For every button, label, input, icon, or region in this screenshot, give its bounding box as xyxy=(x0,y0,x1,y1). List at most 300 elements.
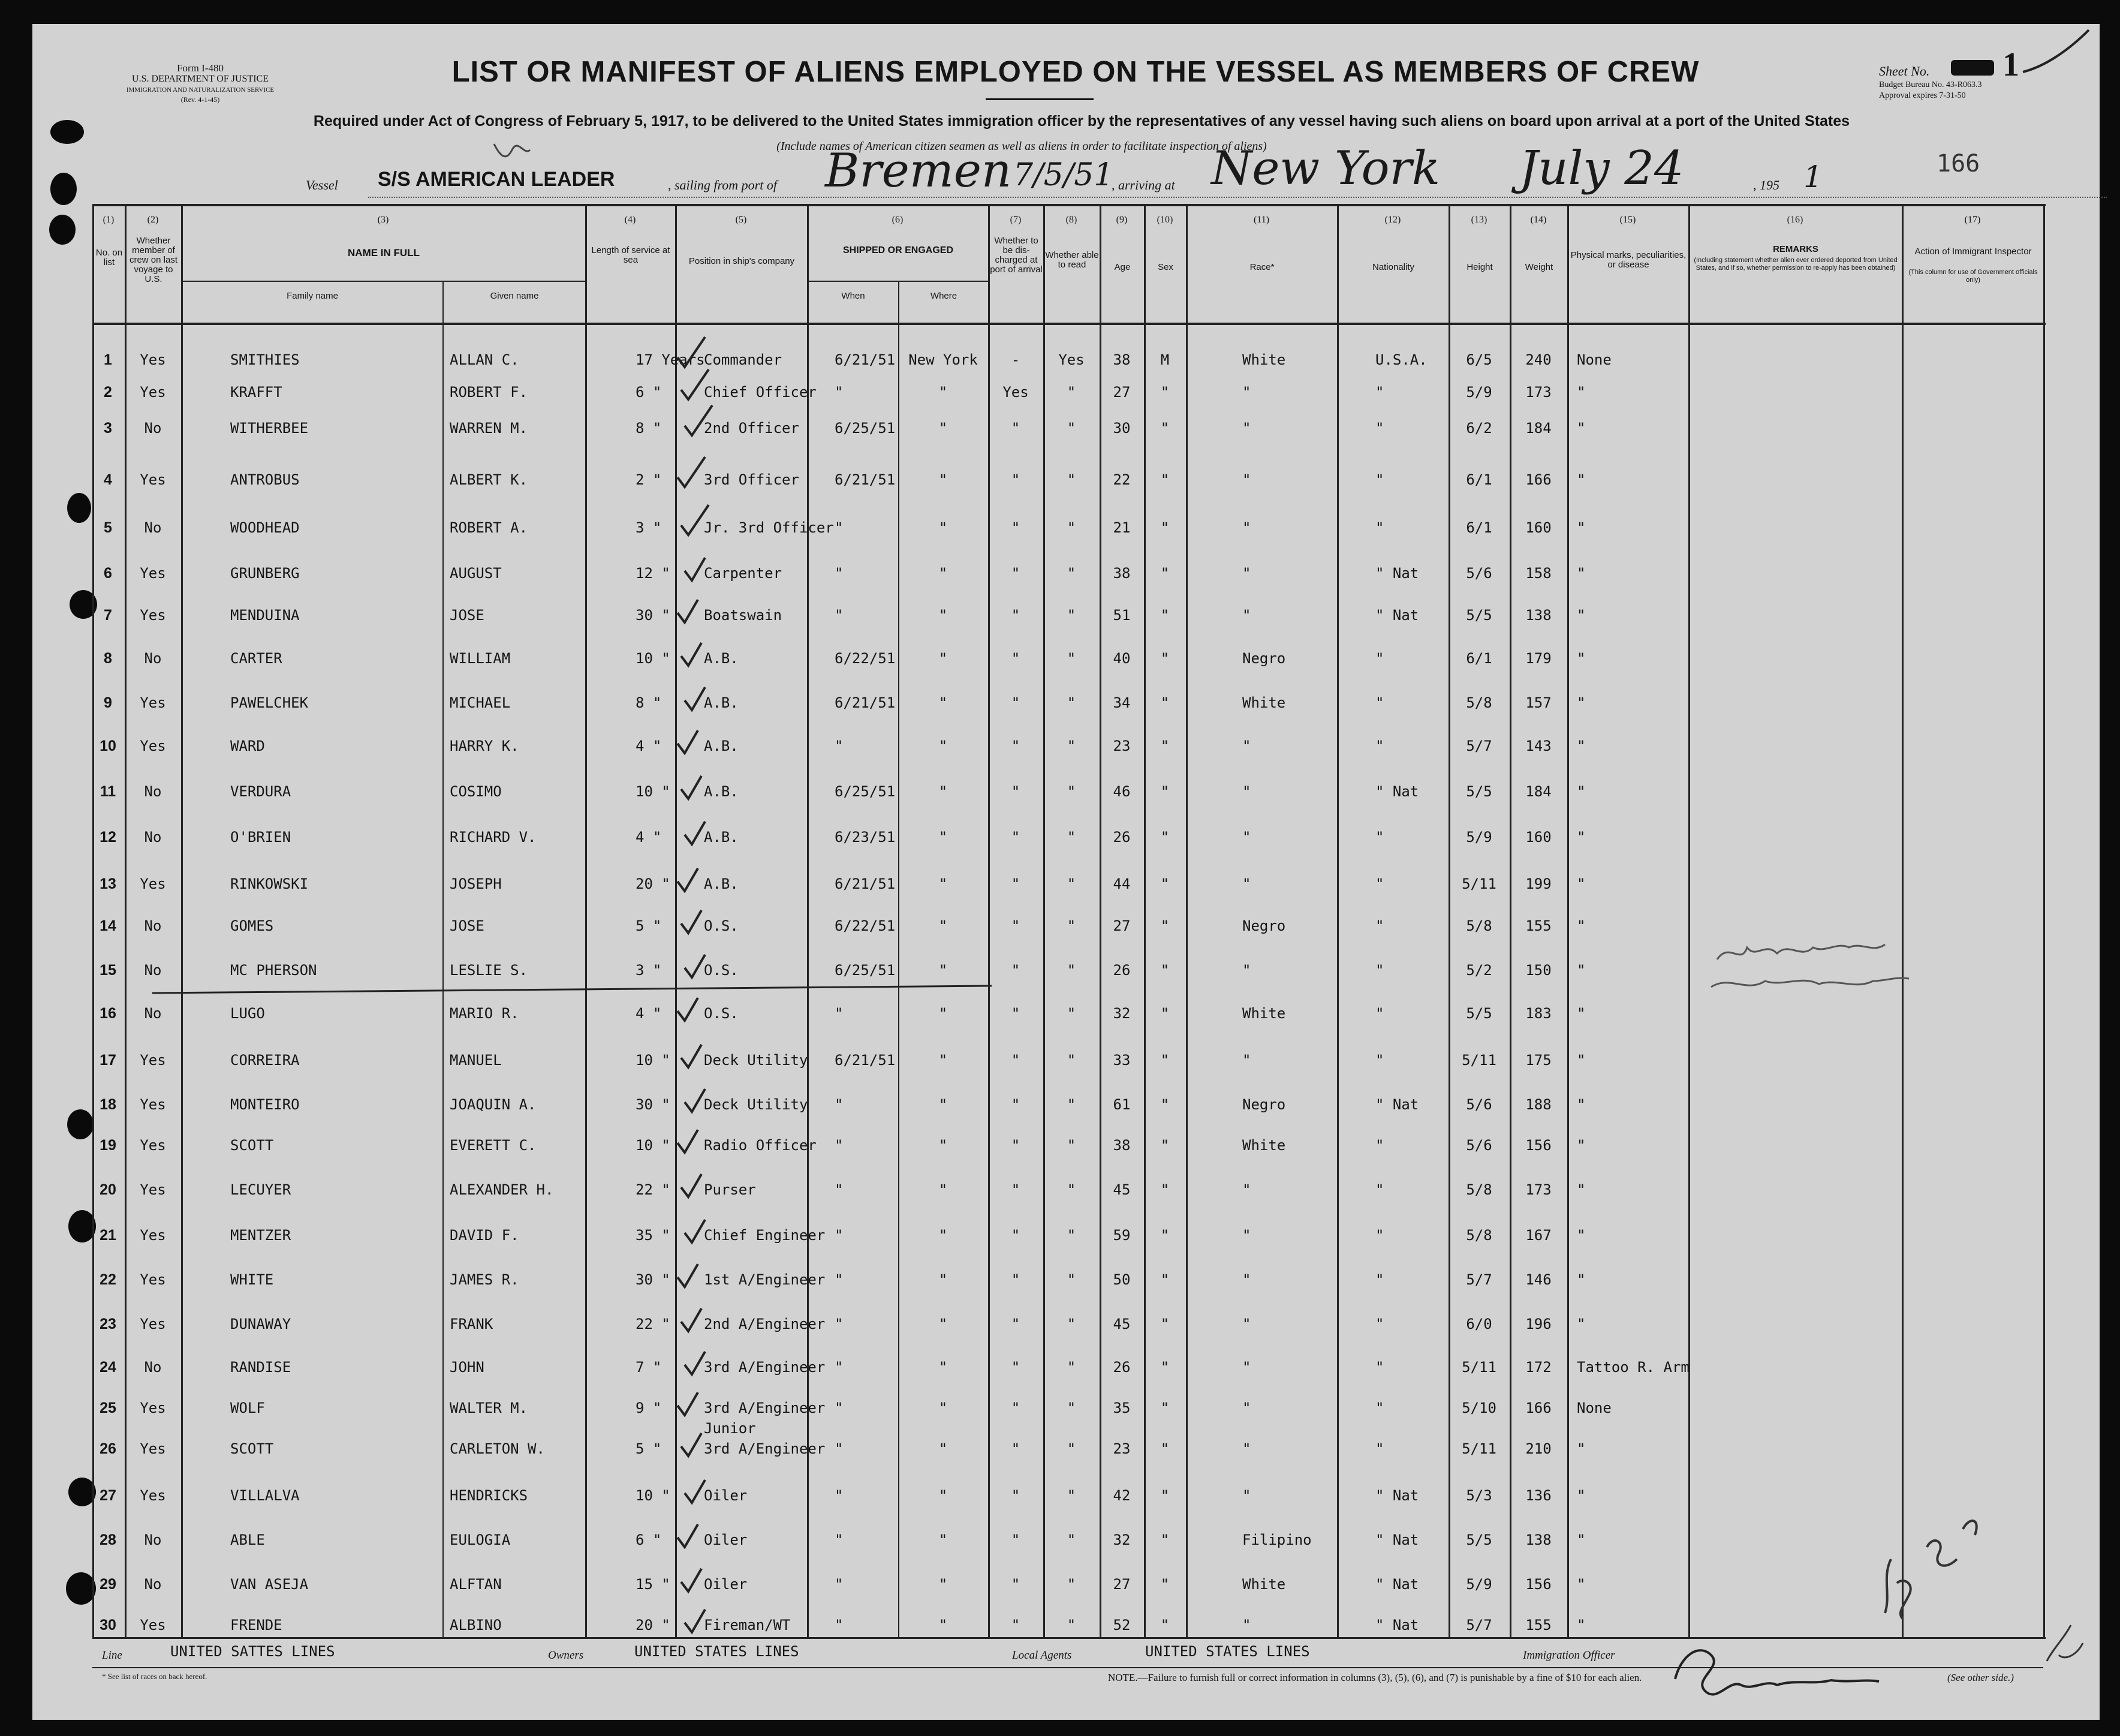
cell-where: " xyxy=(938,1227,948,1244)
cell-age: 32 xyxy=(1113,1532,1131,1548)
col-header-discharge: Whether to be dis-charged at port of arrival xyxy=(990,236,1043,275)
cell-weight: 156 xyxy=(1525,1576,1552,1593)
cell-age: 52 xyxy=(1113,1617,1131,1633)
cell-marks: None xyxy=(1577,1400,1612,1416)
cell-read: " xyxy=(1067,1005,1076,1022)
cell-family: MC PHERSON xyxy=(230,962,317,979)
col-header-when: When xyxy=(841,291,865,301)
cell-given: CARLETON W. xyxy=(450,1440,545,1457)
cell-when: " xyxy=(835,565,844,582)
cell-service: 30 " xyxy=(636,1096,670,1113)
cell-read: " xyxy=(1067,738,1076,754)
cell-where: " xyxy=(938,420,948,437)
service-name: IMMIGRATION AND NATURALIZATION SERVICE xyxy=(126,86,275,94)
check-mark xyxy=(677,730,698,753)
cell-weight: 138 xyxy=(1525,607,1552,624)
cell-nat: " xyxy=(1375,1440,1384,1457)
cell-read: " xyxy=(1067,1617,1076,1633)
cell-position: Fireman/WT xyxy=(704,1617,791,1633)
col-header-shipped: SHIPPED OR ENGAGED xyxy=(842,245,954,255)
cell-service: 5 " xyxy=(636,917,662,934)
cell-discharge: " xyxy=(1011,875,1020,892)
cell-prev: Yes xyxy=(140,1271,166,1288)
cell-race: Filipino xyxy=(1242,1532,1312,1548)
row-number: 11 xyxy=(100,783,116,800)
cell-sex: " xyxy=(1160,420,1170,437)
remarks-scribble xyxy=(1717,944,1885,959)
cell-read: " xyxy=(1067,384,1076,401)
cell-age: 42 xyxy=(1113,1487,1131,1504)
cell-when: 6/21/51 xyxy=(835,694,896,711)
cell-age: 23 xyxy=(1113,1440,1131,1457)
cell-read: " xyxy=(1067,1440,1076,1457)
cell-weight: 146 xyxy=(1525,1271,1552,1288)
cell-read: " xyxy=(1067,1400,1076,1416)
cell-nat: " xyxy=(1375,738,1384,754)
cell-position-top: Junior xyxy=(704,1420,756,1437)
col-number: (6) xyxy=(892,215,904,225)
cell-sex: " xyxy=(1160,1532,1170,1548)
cell-sex: " xyxy=(1160,471,1170,488)
cell-nat: " Nat xyxy=(1375,1096,1419,1113)
cell-marks: " xyxy=(1577,565,1586,582)
cell-height: 5/10 xyxy=(1462,1400,1496,1416)
cell-prev: Yes xyxy=(140,607,166,624)
cell-family: GOMES xyxy=(230,917,274,934)
cell-nat: " xyxy=(1375,829,1384,846)
cell-height: 5/5 xyxy=(1466,1005,1492,1022)
fine-note: NOTE.—Failure to furnish full or correct information in columns (3), (5), (6), and (7) is punishable by a fine of $10 for each alien. xyxy=(1108,1672,1642,1683)
cell-sex: " xyxy=(1160,1487,1170,1504)
cell-age: 33 xyxy=(1113,1052,1131,1069)
cell-service: 6 " xyxy=(636,1532,662,1548)
cell-given: MICHAEL xyxy=(450,694,511,711)
cell-race: " xyxy=(1242,1316,1251,1332)
cell-race: White xyxy=(1242,1005,1286,1022)
check-mark xyxy=(681,1433,701,1456)
cell-height: 5/7 xyxy=(1466,1271,1492,1288)
cell-weight: 188 xyxy=(1525,1096,1552,1113)
cell-given: WILLIAM xyxy=(450,650,511,667)
cell-read: " xyxy=(1067,420,1076,437)
row-number: 24 xyxy=(100,1359,116,1376)
cell-where: " xyxy=(938,1137,948,1154)
cell-family: DUNAWAY xyxy=(230,1316,291,1332)
cell-race: " xyxy=(1242,471,1251,488)
cell-race: " xyxy=(1242,607,1251,624)
cell-where: " xyxy=(938,917,948,934)
check-mark xyxy=(677,1130,698,1153)
check-mark xyxy=(681,643,701,666)
cell-when: " xyxy=(835,1532,844,1548)
cell-discharge: " xyxy=(1011,1359,1020,1376)
cell-given: ALFTAN xyxy=(450,1576,502,1593)
cell-weight: 160 xyxy=(1525,519,1552,536)
cell-nat: " Nat xyxy=(1375,783,1419,800)
cell-when: 6/21/51 xyxy=(835,1052,896,1069)
cell-when: 6/21/51 xyxy=(835,471,896,488)
cell-read: " xyxy=(1067,607,1076,624)
cell-read: " xyxy=(1067,1052,1076,1069)
sheet-label: Sheet No. xyxy=(1879,64,1930,79)
cell-read: " xyxy=(1067,471,1076,488)
cell-given: ROBERT A. xyxy=(450,519,528,536)
cell-given: JOSE xyxy=(450,917,484,934)
cell-prev: No xyxy=(144,1576,162,1593)
cell-prev: Yes xyxy=(140,1137,166,1154)
cell-given: AUGUST xyxy=(450,565,502,582)
cell-family: SMITHIES xyxy=(230,351,300,368)
budget-bureau: Budget Bureau No. 43-R063.3 xyxy=(1879,80,1982,89)
cell-prev: No xyxy=(144,1532,162,1548)
cell-nat: " xyxy=(1375,917,1384,934)
cell-service: 20 " xyxy=(636,1617,670,1633)
cell-when: " xyxy=(835,1487,844,1504)
cell-weight: 172 xyxy=(1525,1359,1552,1376)
cell-age: 26 xyxy=(1113,1359,1131,1376)
line-value: UNITED SATTES LINES xyxy=(170,1643,335,1660)
cell-race: " xyxy=(1242,1271,1251,1288)
cell-position: Chief Officer xyxy=(704,384,817,401)
arriving-label: , arriving at xyxy=(1112,177,1175,192)
cell-when: " xyxy=(835,1576,844,1593)
col-number: (5) xyxy=(735,215,747,225)
cell-position: O.S. xyxy=(704,917,739,934)
cell-service: 10 " xyxy=(636,783,670,800)
cell-read: " xyxy=(1067,829,1076,846)
cell-age: 45 xyxy=(1113,1316,1131,1332)
cell-nat: " Nat xyxy=(1375,565,1419,582)
cell-read: " xyxy=(1067,917,1076,934)
cell-when: 6/21/51 xyxy=(835,351,896,368)
cell-race: " xyxy=(1242,420,1251,437)
col-header-position: Position in ship's company xyxy=(688,256,795,266)
row-number: 16 xyxy=(100,1005,116,1022)
cell-position: 1st A/Engineer xyxy=(704,1271,826,1288)
col-header-given-name: Given name xyxy=(490,291,539,301)
cell-prev: No xyxy=(144,962,162,979)
col-header-physical-marks: Physical marks, peculiarities, or disease xyxy=(1570,250,1687,270)
cell-read: " xyxy=(1067,694,1076,711)
cell-prev: Yes xyxy=(140,1487,166,1504)
cell-height: 5/9 xyxy=(1466,829,1492,846)
cell-weight: 196 xyxy=(1525,1316,1552,1332)
cell-given: JAMES R. xyxy=(450,1271,519,1288)
cell-height: 5/9 xyxy=(1466,384,1492,401)
cell-sex: " xyxy=(1160,1005,1170,1022)
cell-height: 6/1 xyxy=(1466,471,1492,488)
cell-age: 26 xyxy=(1113,962,1131,979)
cell-height: 6/1 xyxy=(1466,650,1492,667)
statutory-subtitle: Required under Act of Congress of February 5, 1917, to be delivered to the United States immigration officer by the representatives of any vessel having such aliens on board upon arrival at a port of the United States xyxy=(313,113,1850,130)
check-mark xyxy=(685,1609,705,1632)
cell-discharge: " xyxy=(1011,471,1020,488)
cell-discharge: " xyxy=(1011,1271,1020,1288)
cell-discharge: " xyxy=(1011,783,1020,800)
cell-race: " xyxy=(1242,384,1251,401)
cell-position: Oiler xyxy=(704,1532,748,1548)
cell-read: " xyxy=(1067,1271,1076,1288)
cell-sex: " xyxy=(1160,519,1170,536)
cell-discharge: " xyxy=(1011,607,1020,624)
cell-family: WHITE xyxy=(230,1271,274,1288)
cell-family: VAN ASEJA xyxy=(230,1576,309,1593)
cell-read: " xyxy=(1067,1316,1076,1332)
cell-read: " xyxy=(1067,519,1076,536)
cell-sex: " xyxy=(1160,738,1170,754)
row-number: 25 xyxy=(100,1400,116,1416)
cell-marks: " xyxy=(1577,1576,1586,1593)
cell-nat: " xyxy=(1375,650,1384,667)
cell-prev: No xyxy=(144,650,162,667)
arrival-date: July 24 xyxy=(1519,142,1684,195)
cell-marks: " xyxy=(1577,519,1586,536)
cell-sex: " xyxy=(1160,1440,1170,1457)
cell-prev: No xyxy=(144,1005,162,1022)
cell-given: JOSEPH xyxy=(450,875,502,892)
cell-discharge: " xyxy=(1011,1617,1020,1633)
cell-prev: Yes xyxy=(140,694,166,711)
cell-weight: 166 xyxy=(1525,471,1552,488)
cell-service: 10 " xyxy=(636,1487,670,1504)
arriving-port: New York xyxy=(1211,142,1441,195)
cell-prev: Yes xyxy=(140,875,166,892)
check-mark xyxy=(677,1524,698,1547)
col-number: (11) xyxy=(1253,215,1270,225)
sailing-label: , sailing from port of xyxy=(668,177,777,192)
cell-where: " xyxy=(938,607,948,624)
cell-age: 23 xyxy=(1113,738,1131,754)
cell-when: " xyxy=(835,1359,844,1376)
cell-position: Jr. 3rd Officer xyxy=(704,519,834,536)
cell-sex: " xyxy=(1160,384,1170,401)
cell-when: 6/22/51 xyxy=(835,917,896,934)
cell-age: 38 xyxy=(1113,351,1131,368)
cell-where: " xyxy=(938,1359,948,1376)
row-number: 1 xyxy=(104,351,112,368)
officer-label: Immigration Officer xyxy=(1523,1649,1615,1662)
sailing-date: 7/5/51 xyxy=(1013,157,1114,193)
check-mark xyxy=(677,337,705,367)
cell-given: ALBINO xyxy=(450,1617,502,1633)
cell-marks: Tattoo R. Arm xyxy=(1577,1359,1690,1376)
check-mark xyxy=(681,910,701,933)
cell-prev: No xyxy=(144,917,162,934)
cell-when: " xyxy=(835,1400,844,1416)
col-header-where: Where xyxy=(930,291,957,301)
cell-family: MENDUINA xyxy=(230,607,300,624)
cell-when: 6/25/51 xyxy=(835,783,896,800)
check-mark xyxy=(681,1174,701,1197)
cell-family: WOLF xyxy=(230,1400,265,1416)
cell-discharge: " xyxy=(1011,962,1020,979)
cell-discharge: " xyxy=(1011,1400,1020,1416)
cell-nat: " xyxy=(1375,1005,1384,1022)
cell-service: 4 " xyxy=(636,738,662,754)
check-mark xyxy=(685,1220,705,1242)
cell-discharge: " xyxy=(1011,519,1020,536)
cell-weight: 158 xyxy=(1525,565,1552,582)
cell-when: " xyxy=(835,1440,844,1457)
row-number: 17 xyxy=(100,1052,116,1069)
cell-race: " xyxy=(1242,1181,1251,1198)
col-header-race: Race* xyxy=(1249,262,1275,272)
check-mark xyxy=(681,1569,701,1591)
cell-family: GRUNBERG xyxy=(230,565,300,582)
row-15-strike xyxy=(152,986,992,993)
col-header-inspector: Action of Immigrant Inspector xyxy=(1914,246,2032,257)
cell-weight: 175 xyxy=(1525,1052,1552,1069)
col-header-prev-voyage: Whether member of crew on last voyage to U.S. xyxy=(129,236,178,284)
cell-position: Deck Utility xyxy=(704,1096,808,1113)
col-header-height: Height xyxy=(1466,262,1493,272)
cell-given: WALTER M. xyxy=(450,1400,528,1416)
cell-nat: " xyxy=(1375,1316,1384,1332)
cell-family: SCOTT xyxy=(230,1137,274,1154)
cell-marks: " xyxy=(1577,1617,1586,1633)
cell-given: RICHARD V. xyxy=(450,829,537,846)
cell-weight: 240 xyxy=(1525,351,1552,368)
cell-nat: U.S.A. xyxy=(1375,351,1428,368)
cell-where: " xyxy=(938,1617,948,1633)
cell-family: LECUYER xyxy=(230,1181,291,1198)
col-header-sex: Sex xyxy=(1158,262,1173,272)
cell-nat: " xyxy=(1375,471,1384,488)
form-revision: (Rev. 4-1-45) xyxy=(180,95,220,104)
cell-position: Purser xyxy=(704,1181,756,1198)
cell-sex: " xyxy=(1160,875,1170,892)
cell-given: JOSE xyxy=(450,607,484,624)
cell-age: 46 xyxy=(1113,783,1131,800)
col-number: (10) xyxy=(1157,215,1173,225)
cell-position: A.B. xyxy=(704,783,739,800)
cell-marks: " xyxy=(1577,829,1586,846)
check-mark xyxy=(685,955,705,977)
subtitle-note: (Include names of American citizen seamen as well as aliens in order to facilitate inspection of aliens) xyxy=(776,140,1267,153)
cell-discharge: " xyxy=(1011,1487,1020,1504)
cell-height: 5/8 xyxy=(1466,694,1492,711)
cell-when: " xyxy=(835,738,844,754)
cell-position: 3rd A/Engineer xyxy=(704,1440,826,1457)
cell-marks: " xyxy=(1577,607,1586,624)
cell-when: 6/21/51 xyxy=(835,875,896,892)
cell-where: " xyxy=(938,783,948,800)
cell-given: ALBERT K. xyxy=(450,471,528,488)
owners-value: UNITED STATES LINES xyxy=(634,1643,799,1660)
cell-prev: Yes xyxy=(140,1227,166,1244)
cell-service: 4 " xyxy=(636,829,662,846)
cell-nat: " xyxy=(1375,1052,1384,1069)
cell-marks: " xyxy=(1577,1137,1586,1154)
cell-race: Negro xyxy=(1242,1096,1286,1113)
col-header-name: NAME IN FULL xyxy=(348,247,420,258)
cell-sex: " xyxy=(1160,650,1170,667)
cell-discharge: " xyxy=(1011,829,1020,846)
cell-height: 5/6 xyxy=(1466,1096,1492,1113)
cell-nat: " xyxy=(1375,694,1384,711)
cell-service: 22 " xyxy=(636,1181,670,1198)
cell-given: ALEXANDER H. xyxy=(450,1181,554,1198)
col-number: (15) xyxy=(1619,215,1636,225)
cell-discharge: " xyxy=(1011,1532,1020,1548)
col-number: (8) xyxy=(1065,215,1077,225)
cell-where: " xyxy=(938,1532,948,1548)
cell-where: " xyxy=(938,565,948,582)
cell-service: 4 " xyxy=(636,1005,662,1022)
cell-when: 6/25/51 xyxy=(835,962,896,979)
cell-height: 6/1 xyxy=(1466,519,1492,536)
cell-prev: No xyxy=(144,783,162,800)
cell-discharge: Yes xyxy=(1002,384,1029,401)
cell-family: WARD xyxy=(230,738,265,754)
cell-where: " xyxy=(938,738,948,754)
cell-nat: " xyxy=(1375,384,1384,401)
cell-nat: " xyxy=(1375,1227,1384,1244)
officer-signature xyxy=(1675,1650,1879,1695)
cell-service: 7 " xyxy=(636,1359,662,1376)
cell-height: 6/5 xyxy=(1466,351,1492,368)
cell-sex: " xyxy=(1160,1052,1170,1069)
row-number: 4 xyxy=(104,471,112,488)
col-number: (7) xyxy=(1010,215,1022,225)
cell-when: " xyxy=(835,1227,844,1244)
cell-race: White xyxy=(1242,694,1286,711)
cell-family: RANDISE xyxy=(230,1359,291,1376)
check-mark xyxy=(681,1308,701,1331)
cell-weight: 166 xyxy=(1525,1400,1552,1416)
cell-where: " xyxy=(938,1576,948,1593)
cell-weight: 183 xyxy=(1525,1005,1552,1022)
cell-where: " xyxy=(938,829,948,846)
cell-read: " xyxy=(1067,783,1076,800)
cell-service: 15 " xyxy=(636,1576,670,1593)
cell-when: " xyxy=(835,1181,844,1198)
cell-when: " xyxy=(835,1617,844,1633)
cell-height: 5/8 xyxy=(1466,1181,1492,1198)
check-mark xyxy=(685,405,712,435)
cell-race: " xyxy=(1242,1440,1251,1457)
row-number: 12 xyxy=(100,829,116,846)
cell-marks: " xyxy=(1577,1440,1586,1457)
cell-given: EVERETT C. xyxy=(450,1137,537,1154)
cell-nat: " Nat xyxy=(1375,1487,1419,1504)
cell-weight: 150 xyxy=(1525,962,1552,979)
cell-age: 26 xyxy=(1113,829,1131,846)
cell-prev: Yes xyxy=(140,1316,166,1332)
cell-when: " xyxy=(835,1137,844,1154)
cell-age: 40 xyxy=(1113,650,1131,667)
cell-where: New York xyxy=(908,351,978,368)
row-number: 15 xyxy=(100,962,116,979)
row-number: 27 xyxy=(100,1487,116,1504)
cell-prev: No xyxy=(144,829,162,846)
row-number: 8 xyxy=(104,650,112,667)
cell-age: 27 xyxy=(1113,917,1131,934)
cell-discharge: " xyxy=(1011,1227,1020,1244)
remarks-scribble xyxy=(1711,978,1909,987)
row-number: 14 xyxy=(100,917,116,934)
cell-age: 27 xyxy=(1113,1576,1131,1593)
cell-nat: " xyxy=(1375,420,1384,437)
cell-sex: " xyxy=(1160,1576,1170,1593)
cell-position: O.S. xyxy=(704,962,739,979)
cell-sex: " xyxy=(1160,829,1170,846)
cell-service: 22 " xyxy=(636,1316,670,1332)
col-number: (16) xyxy=(1787,215,1803,225)
cell-height: 5/11 xyxy=(1462,1052,1496,1069)
cell-height: 5/11 xyxy=(1462,1359,1496,1376)
line-label: Line xyxy=(102,1649,122,1662)
